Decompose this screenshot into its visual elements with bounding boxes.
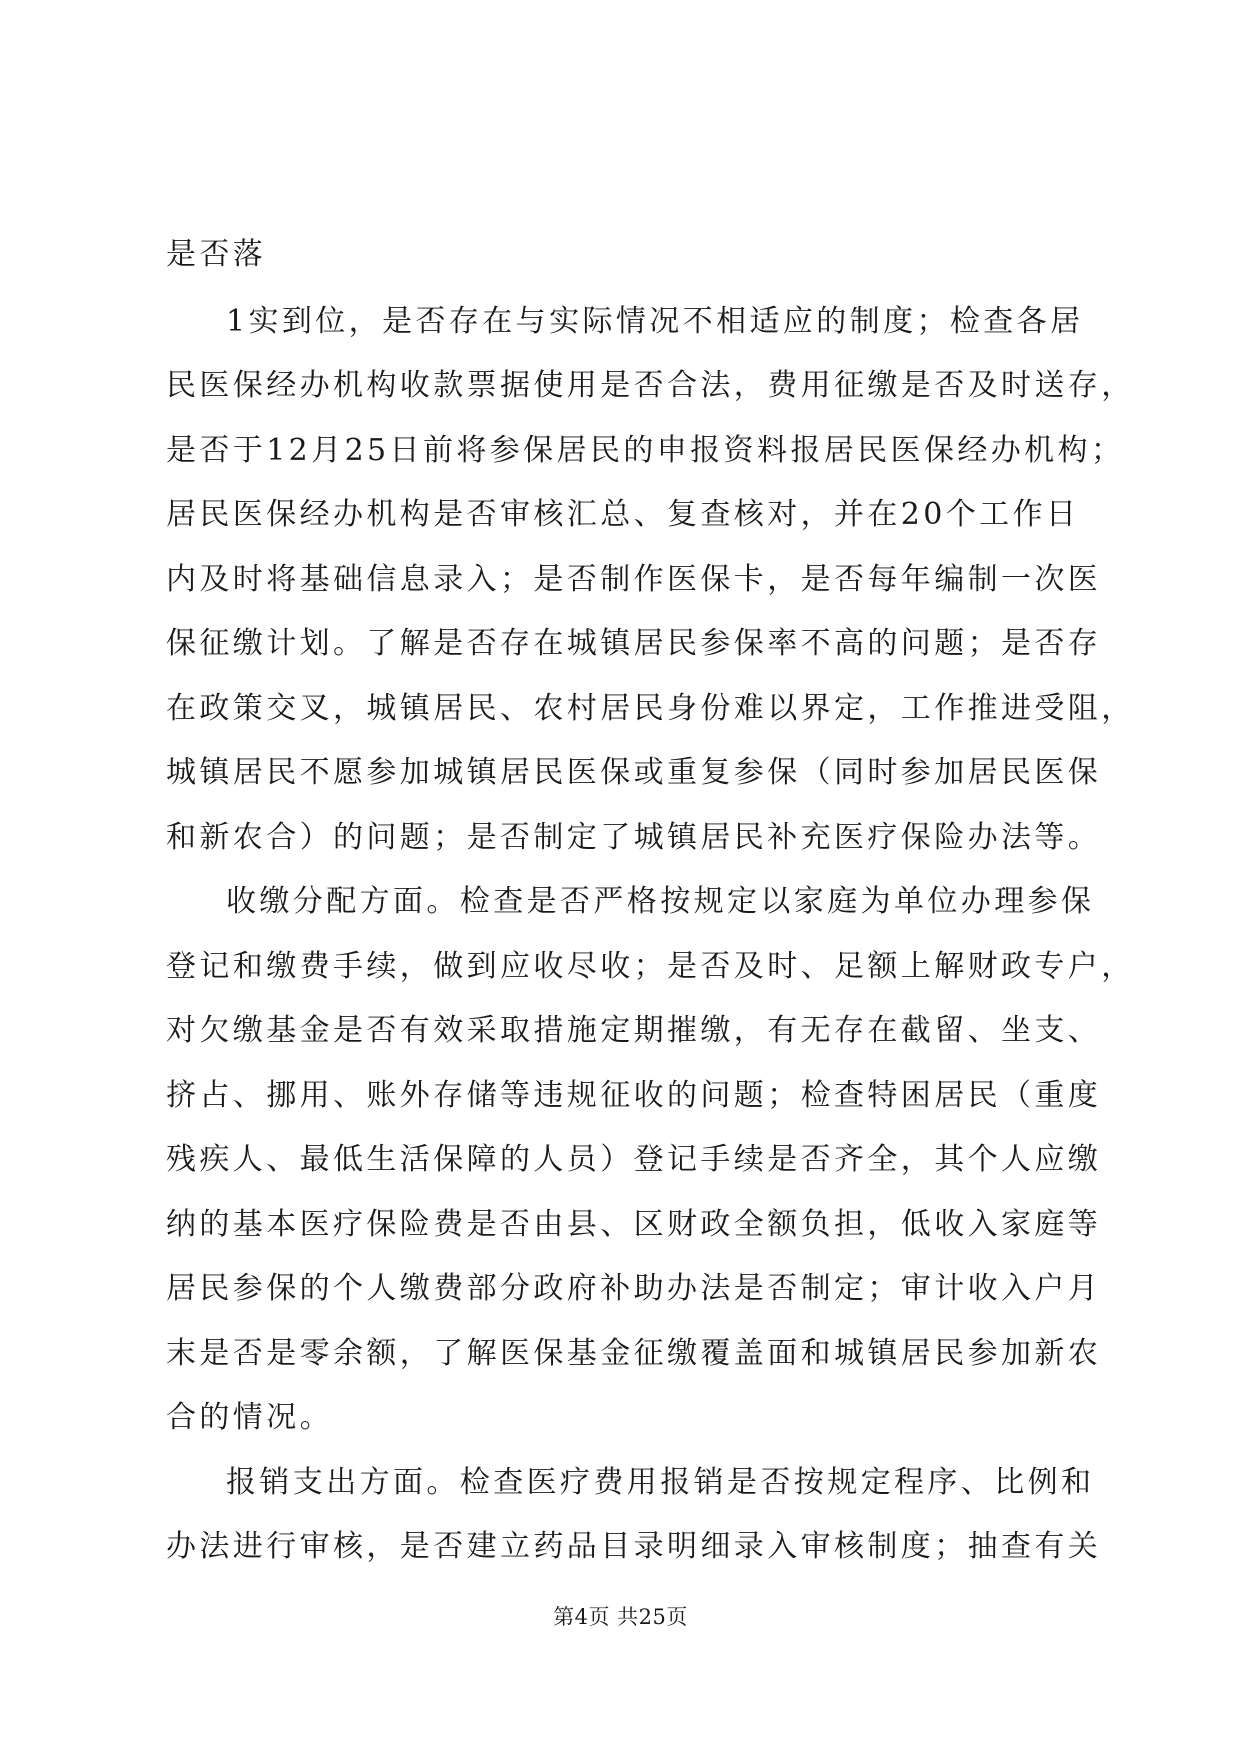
text-line: 是否于12月25日前将参保居民的申报资料报居民医保经办机构； xyxy=(166,433,1125,468)
text-line: 登记和缴费手续，做到应收尽收；是否及时、足额上解财政专户， xyxy=(166,949,1135,984)
text-line: 对欠缴基金是否有效采取措施定期摧缴，有无存在截留、坐支、 xyxy=(166,1013,1102,1048)
text-line: 居民医保经办机构是否审核汇总、复查核对，并在20个工作日 xyxy=(166,497,1080,532)
text-line: 是否落 xyxy=(166,237,267,272)
text-line: 挤占、挪用、账外存储等违规征收的问题；检查特困居民（重度 xyxy=(166,1078,1102,1113)
page-footer: 第4页 共25页 xyxy=(553,1605,688,1629)
text-line: 内及时将基础信息录入；是否制作医保卡，是否每年编制一次医 xyxy=(166,562,1102,597)
text-line: 保征缴计划。了解是否存在城镇居民参保率不高的问题；是否存 xyxy=(166,626,1102,661)
text-line: 合的情况。 xyxy=(166,1400,333,1435)
paragraph-first-line: 报销支出方面。检查医疗费用报销是否按规定程序、比例和 xyxy=(226,1465,1095,1500)
paragraph-first-line: 1实到位，是否存在与实际情况不相适应的制度；检查各居 xyxy=(226,304,1084,339)
text-line: 在政策交叉，城镇居民、农村居民身份难以界定，工作推进受阻， xyxy=(166,691,1135,726)
text-line: 末是否是零余额，了解医保基金征缴覆盖面和城镇居民参加新农 xyxy=(166,1336,1102,1371)
text-line: 居民参保的个人缴费部分政府补助办法是否制定；审计收入户月 xyxy=(166,1271,1102,1306)
text-line: 和新农合）的问题；是否制定了城镇居民补充医疗保险办法等。 xyxy=(166,820,1102,855)
text-line: 纳的基本医疗保险费是否由县、区财政全额负担，低收入家庭等 xyxy=(166,1207,1102,1242)
text-line: 办法进行审核，是否建立药品目录明细录入审核制度；抽查有关 xyxy=(166,1529,1102,1564)
paragraph-first-line: 收缴分配方面。检查是否严格按规定以家庭为单位办理参保 xyxy=(226,884,1095,919)
text-line: 城镇居民不愿参加城镇居民医保或重复参保（同时参加居民医保 xyxy=(166,755,1102,790)
text-line: 残疾人、最低生活保障的人员）登记手续是否齐全，其个人应缴 xyxy=(166,1142,1102,1177)
text-line: 民医保经办机构收款票据使用是否合法，费用征缴是否及时送存， xyxy=(166,368,1135,403)
